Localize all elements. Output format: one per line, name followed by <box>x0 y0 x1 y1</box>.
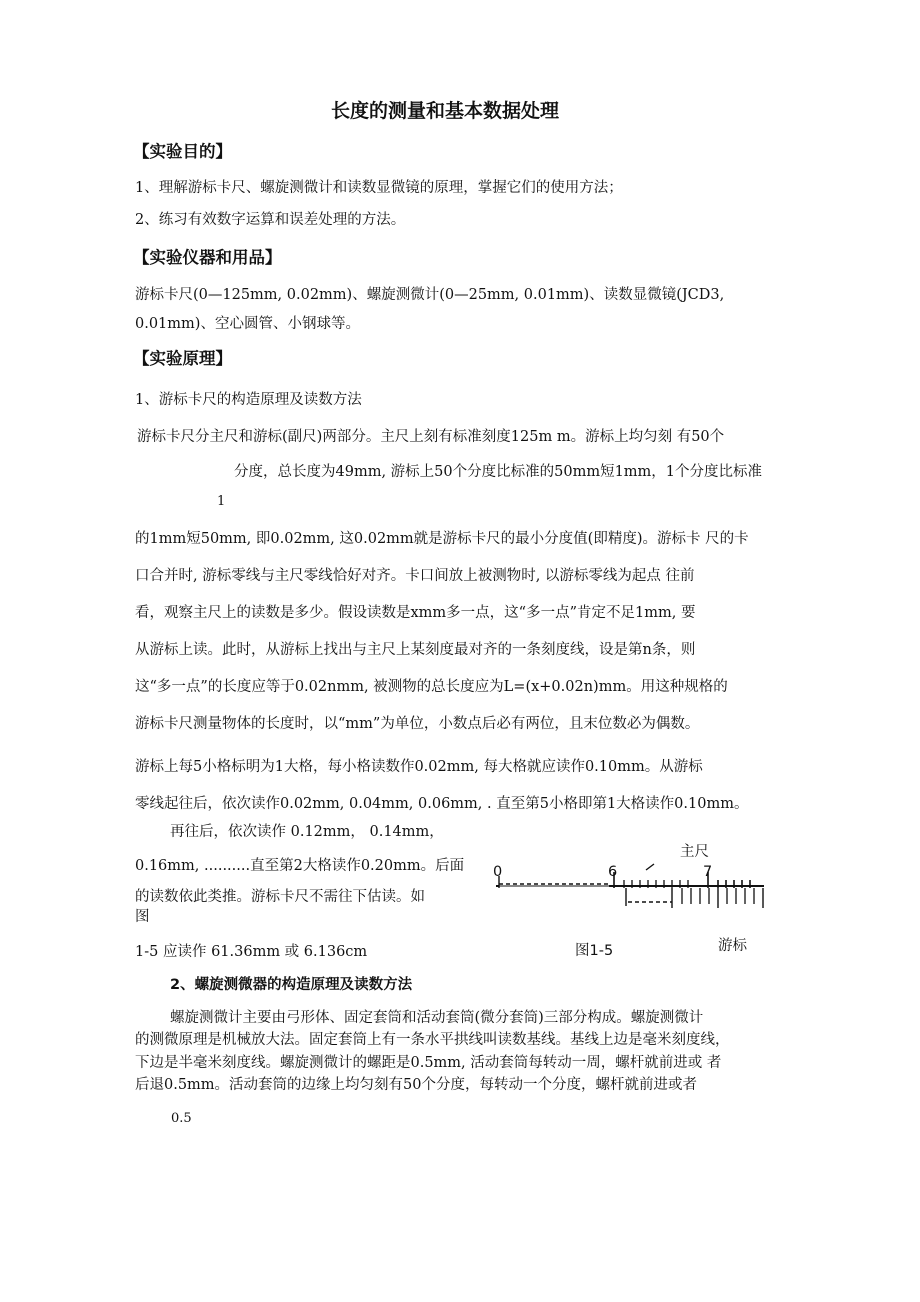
tick-label-7: 7 <box>703 864 713 880</box>
tick-label-0: 0 <box>493 864 503 880</box>
vernier-line: 分度，总长度为49mm, 游标上50个分度比标准的50mm短1mm，1个分度比标准 <box>234 464 763 480</box>
section-heading-purpose: 【实验目的】 <box>133 142 232 161</box>
vernier-line: 0.16mm, ..........直至第2大格读作0.20mm。后面 <box>135 858 465 874</box>
vernier-fraction-numerator: 1 <box>217 494 226 509</box>
instruments-line: 游标卡尺(0—125mm, 0.02mm)、螺旋测微计(0—25mm, 0.01mm)、读数显微镜(JCD3, <box>135 287 725 303</box>
tick-label-6: 6 <box>608 864 618 880</box>
section-heading-principle: 【实验原理】 <box>133 349 232 368</box>
purpose-item: 1、理解游标卡尺、螺旋测微计和读数显微镜的原理，掌握它们的使用方法； <box>135 180 623 196</box>
main-scale-label: 主尺 <box>680 844 709 860</box>
micrometer-subheading: 2、螺旋测微器的构造原理及读数方法 <box>170 977 413 993</box>
vernier-line: 游标上每5小格标明为1大格，每小格读数作0.02mm, 每大格就应读作0.10mm。从游标 <box>135 759 703 775</box>
vernier-line: 再往后，依次读作 0.12mm， 0.14mm， <box>170 824 444 840</box>
vernier-label: 游标 <box>718 938 747 954</box>
vernier-line: 从游标上读。此时，从游标上找出与主尺上某刻度最对齐的一条刻度线，设是第n条，则 <box>135 642 696 658</box>
vernier-ticks <box>626 888 763 908</box>
vernier-subheading: 1、游标卡尺的构造原理及读数方法 <box>135 392 362 408</box>
pointer-mark <box>646 864 654 870</box>
figure-vernier-reading <box>486 834 776 959</box>
micrometer-line: 后退0.5mm。活动套筒的边缘上均匀刻有50个分度，每转动一个分度，螺杆就前进或者 <box>135 1077 698 1093</box>
figure-caption: 图1-5 <box>575 943 614 959</box>
vernier-line: 1-5 应读作 61.36mm 或 6.136cm <box>135 944 368 960</box>
micrometer-line: 下边是半毫米刻度线。螺旋测微计的螺距是0.5mm, 活动套筒每转动一周，螺杆就前进或 者 <box>135 1055 722 1071</box>
micrometer-fraction-numerator: 0.5 <box>171 1111 192 1126</box>
purpose-item: 2、练习有效数字运算和误差处理的方法。 <box>135 212 406 228</box>
vernier-line: 的读数依此类推。游标卡尺不需往下估读。如 <box>135 889 425 905</box>
vernier-line: 零线起往后，依次读作0.02mm, 0.04mm, 0.06mm, . 直至第5小格即第1大格读作0.10mm。 <box>135 796 749 812</box>
vernier-line: 这“多一点”的长度应等于0.02nmm, 被测物的总长度应为L=(x+0.02n)mm。用这种规格的 <box>135 679 728 695</box>
micrometer-line: 的测微原理是机械放大法。固定套筒上有一条水平拱线叫读数基线。基线上边是毫米刻度线， <box>135 1032 730 1048</box>
vernier-line: 看，观察主尺上的读数是多少。假设读数是xmm多一点，这“多一点”肯定不足1mm, 要 <box>135 605 696 621</box>
vernier-line: 口合并时, 游标零线与主尺零线恰好对齐。卡口间放上被测物时, 以游标零线为起点 往前 <box>135 568 695 584</box>
vernier-line: 图 <box>135 909 150 925</box>
micrometer-line: 螺旋测微计主要由弓形体、固定套筒和活动套筒(微分套筒)三部分构成。螺旋测微计 <box>170 1010 704 1026</box>
vernier-line: 的1mm短50mm, 即0.02mm, 这0.02mm就是游标卡尺的最小分度值(即精度)。游标卡 尺的卡 <box>135 531 749 547</box>
vernier-line: 游标卡尺分主尺和游标(副尺)两部分。主尺上刻有标准刻度125m m。游标上均匀刻 有50个 <box>137 429 725 445</box>
instruments-line: 0.01mm)、空心圆管、小钢球等。 <box>135 316 360 332</box>
page-title: 长度的测量和基本数据处理 <box>331 100 560 122</box>
section-heading-instruments: 【实验仪器和用品】 <box>133 248 282 267</box>
vernier-line: 游标卡尺测量物体的长度时，以“mm”为单位，小数点后必有两位，且末位数必为偶数。 <box>135 716 700 732</box>
